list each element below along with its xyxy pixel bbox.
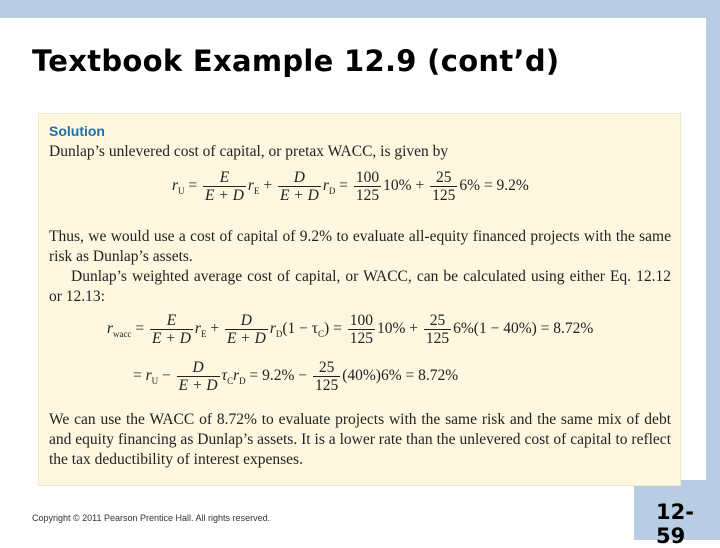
eq1-fraction-equity — [203, 169, 246, 204]
solution-intro: Dunlap’s unlevered cost of capital, or pretax WACC, is given by — [49, 143, 449, 160]
eq3-v1: 9.2% — [262, 367, 295, 385]
eq1-v1: 10% — [383, 177, 412, 195]
solution-panel — [38, 113, 681, 486]
eq2-re: r — [194, 320, 201, 338]
eq2-f4-num: 25 — [424, 312, 451, 330]
eq1-f4-den: 125 — [432, 187, 456, 204]
solution-paragraph-4: We can use the WACC of 8.72% to evaluate projects with the same risk and the same mix of debt and equity financing as Dunlap’s assets. It is a lower rate than the unlevered cost of capital to reflect the tax deductibility of interest expenses. — [49, 411, 671, 468]
eq2-tax-term: (1 − τ — [282, 320, 319, 338]
eq1-re: r — [247, 177, 254, 195]
eq3-ru-sub: U — [151, 376, 159, 387]
eq1-v2: 6% — [459, 177, 480, 195]
page-number-line-1: 12- — [656, 500, 694, 524]
eq2-f3-num: 100 — [349, 312, 373, 329]
eq3-f2-den: 125 — [314, 377, 339, 394]
eq2-f3-den: 125 — [349, 330, 373, 347]
eq1-result: 9.2% — [496, 177, 529, 195]
eq2-lhs: r — [107, 320, 114, 338]
eq2-f1-den: E + D — [152, 330, 191, 347]
solution-paragraph-3: Dunlap’s weighted average cost of capital, or WACC, can be calculated using either Eq. 12.12 or 12.13: — [49, 268, 671, 305]
eq2-v1: 10% — [376, 320, 406, 338]
eq3-v2: (40%)6% — [342, 367, 402, 385]
eq1-rd: r — [322, 177, 329, 195]
eq1-re-sub: E — [253, 186, 260, 197]
page-number-line-2: 59 — [656, 524, 686, 548]
eq3-f2-num: 25 — [313, 359, 340, 377]
eq2-fraction-debt — [225, 312, 268, 347]
eq1-f3-num: 100 — [355, 169, 380, 186]
eq3-fraction-debt — [177, 359, 220, 394]
eq2-f2-den: E + D — [226, 330, 266, 347]
eq1-fraction-4 — [430, 169, 457, 204]
copyright-footer: Copyright © 2011 Pearson Prentice Hall. All rights reserved. — [32, 513, 271, 523]
eq2-re-sub: E — [200, 329, 207, 340]
eq3-rd-sub: D — [239, 376, 246, 387]
eq2-rd: r — [269, 320, 276, 338]
eq2-rd-sub: D — [275, 329, 283, 340]
solution-heading: Solution — [49, 123, 105, 139]
eq1-f2-den: E + D — [279, 187, 319, 204]
eq3-rd: r — [233, 367, 240, 385]
slide-title: Textbook Example 12.9 (cont’d) — [32, 44, 560, 78]
eq2-v2: 6%(1 − 40%) — [453, 320, 537, 338]
slide-frame-right — [706, 0, 720, 540]
eq3-fraction-2 — [313, 359, 340, 394]
eq2-f4-den: 125 — [425, 330, 450, 347]
solution-paragraph-2: Thus, we would use a cost of capital of 9.2% to evaluate all-equity financed projects with the same risk as Dunlap’s assets. — [49, 228, 671, 265]
eq2-fraction-equity — [150, 312, 193, 347]
eq1-f2-num: D — [278, 169, 321, 187]
eq2-lhs-sub: wacc — [113, 329, 132, 340]
eq3-ru: r — [145, 367, 152, 385]
eq1-f3-den: 125 — [355, 187, 380, 204]
eq3-result: 8.72% — [418, 367, 459, 385]
page-number — [656, 500, 694, 548]
eq2-f1-num: E — [150, 312, 193, 330]
eq1-f1-num: E — [203, 169, 246, 187]
eq3-tau: τ — [221, 367, 228, 385]
eq1-lhs-sub: U — [178, 186, 185, 197]
eq1-lhs: r — [172, 177, 179, 195]
eq2-tax-sub: C — [318, 329, 325, 340]
equation-wacc: $r_{wacc}$ = $\frac{E}{E + D}$ $r_E$ + $\frac{D}{E + D}$ $r_D(1 - \tau_C)$ = $\frac{100}{125}$ 10% + $\frac{25}{125}$ 6%(1 − 40%) = 8.72% — [107, 312, 594, 347]
eq3-f1-num: D — [177, 359, 220, 377]
eq1-f4-num: 25 — [430, 169, 457, 187]
eq3-tau-sub: C — [227, 376, 234, 387]
eq1-fraction-3 — [354, 169, 381, 204]
eq2-result: 8.72% — [553, 320, 594, 338]
eq2-f2-num: D — [225, 312, 268, 330]
eq2-fraction-3 — [348, 312, 375, 347]
equation-wacc-alternative: = $r_U$ − $\frac{D}{E + D}$ $\tau_Cr_D = 9.2\%$ − $\frac{25}{125}$ (40%)6% = 8.72% — [133, 359, 459, 394]
eq1-fraction-debt — [278, 169, 321, 204]
eq1-rd-sub: D — [328, 186, 336, 197]
eq2-fraction-4 — [424, 312, 451, 347]
eq1-f1-den: E + D — [205, 187, 244, 204]
eq2-tax-close: ) — [324, 320, 330, 338]
slide-frame-top — [0, 0, 720, 18]
equation-unlevered-cost: $r_U$ = $\frac{E}{E + D}$ $r_E$ + $\frac{D}{E + D}$ $r_D$ = $\frac{100}{125}$ 10% + $\frac{25}{125}$ 6% = 9.2% — [172, 169, 529, 204]
eq3-f1-den: E + D — [178, 377, 218, 394]
